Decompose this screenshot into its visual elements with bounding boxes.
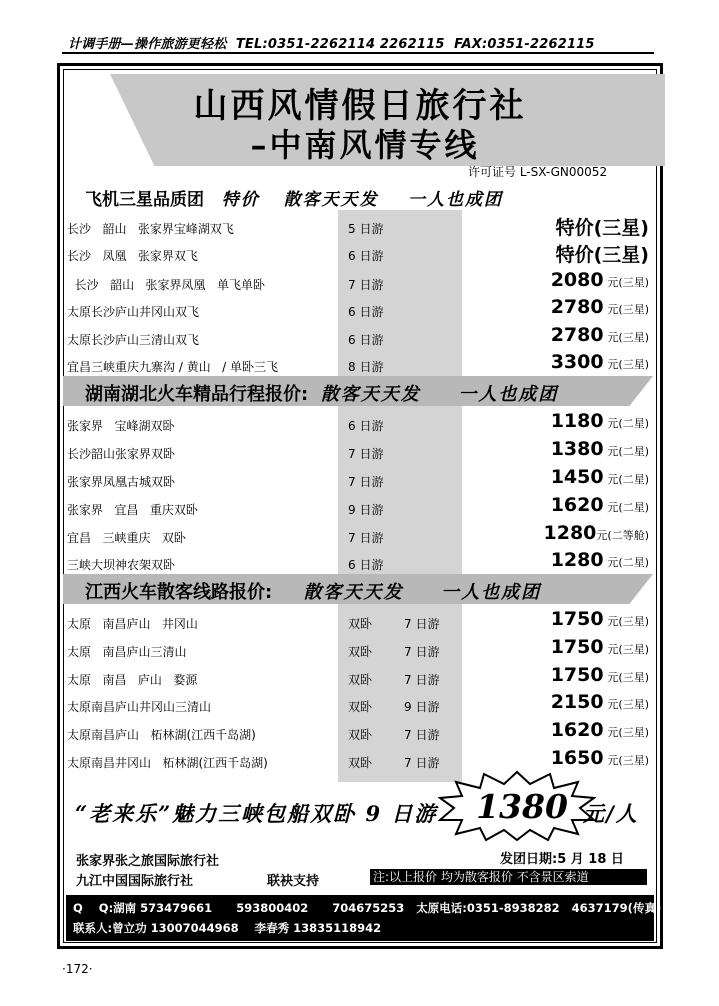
air-slogan-single: 一人也成团 — [408, 190, 504, 210]
hunan-tour-row — [67, 466, 653, 493]
tour-days: 9 日游 — [348, 503, 384, 517]
jiangxi-tour-row — [67, 719, 653, 746]
price-unit: 元(二星) — [607, 556, 649, 569]
tour-price: 1650 — [550, 747, 604, 769]
tour-days: 7 日游 — [404, 756, 440, 770]
hunan-tour-row — [67, 494, 653, 521]
hunan-tour-row — [67, 522, 653, 549]
price-unit: 元(三星) — [607, 303, 649, 316]
joint-support: 联袂支持 — [267, 874, 320, 889]
tour-price: 特价(三星) — [555, 244, 649, 266]
tour-price: 1620 — [550, 719, 604, 741]
hunan-tour-row — [67, 410, 653, 437]
tour-days: 9 日游 — [404, 700, 440, 714]
tour-days: 6 日游 — [348, 249, 384, 263]
price-unit: 元(三星) — [607, 671, 649, 684]
page-number: ·172· — [62, 962, 93, 976]
tour-transport: 双卧 — [348, 617, 373, 631]
tour-route: 长沙 韶山 张家界宝峰湖双飞 — [67, 222, 234, 236]
tour-price: 3300 — [550, 351, 604, 373]
header-rule — [62, 52, 654, 54]
air-tour-row — [67, 269, 653, 296]
price-note: 注:以上报价 均为散客报价 不含景区索道 — [370, 869, 647, 885]
license-number: 许可证号 L-SX-GN00052 — [468, 165, 608, 179]
price-unit: 元(三星) — [607, 358, 649, 371]
page-header — [68, 33, 652, 52]
tour-days: 7 日游 — [348, 278, 384, 292]
air-tour-row — [67, 240, 653, 267]
price-unit: 元(三星) — [607, 698, 649, 711]
tour-days: 6 日游 — [348, 419, 384, 433]
tour-days: 7 日游 — [404, 617, 440, 631]
jiangxi-tour-row — [67, 608, 653, 635]
tour-route: 太原南昌庐山井冈山三清山 — [67, 700, 212, 714]
tour-route: 太原南昌井冈山 柘林湖(江西千岛湖) — [67, 756, 268, 770]
jiangxi-slogan-daily: 散客天天发 — [303, 582, 404, 603]
price-unit: 元(三星) — [607, 331, 649, 344]
tour-days: 7 日游 — [404, 645, 440, 659]
tour-days: 7 日游 — [404, 673, 440, 687]
tour-route: 太原 南昌 庐山 婺源 — [67, 673, 198, 687]
tour-price: 1380 — [550, 438, 604, 460]
tour-transport: 双卧 — [348, 756, 373, 770]
hunan-section-headline — [85, 380, 558, 406]
tour-route: 张家界 宜昌 重庆双卧 — [67, 503, 198, 517]
contact-qq-phone: Q Q:湖南 573479661 593800402 704675253 太原电话:0351-8938282 4637179(传真) — [73, 901, 662, 915]
tour-route: 长沙 韶山 张家界凤凰 单飞单卧 — [67, 278, 265, 292]
air-tour-row — [67, 213, 653, 240]
tour-route: 太原 南昌庐山三清山 — [67, 645, 187, 659]
header-phone: TEL:0351-2262114 2262115 — [235, 37, 445, 52]
air-special: 特价 — [221, 190, 260, 210]
price-unit: 元(三星) — [607, 276, 649, 289]
jiangxi-slogan-single: 一人也成团 — [441, 582, 542, 603]
tour-route: 宜昌三峡重庆九寨沟 / 黄山 / 单卧三飞 — [67, 360, 278, 374]
hunan-tour-row — [67, 549, 653, 576]
air-slogan-daily: 散客天天发 — [283, 190, 379, 210]
tour-days: 7 日游 — [404, 728, 440, 742]
tour-days: 7 日游 — [348, 447, 384, 461]
jiangxi-tour-row — [67, 636, 653, 663]
tour-route: 太原长沙庐山三清山双飞 — [67, 333, 200, 347]
tour-price: 特价(三星) — [555, 217, 649, 239]
tour-price: 1750 — [550, 636, 604, 658]
hunan-headline-text: 湖南湖北火车精品行程报价: — [85, 384, 309, 405]
contact-bar — [66, 895, 662, 941]
promo-headline: “老来乐”魅力三峡包船双卧 9 日游 — [75, 801, 438, 826]
tour-transport: 双卧 — [348, 645, 373, 659]
tour-transport: 双卧 — [348, 700, 373, 714]
tour-days: 6 日游 — [348, 305, 384, 319]
jiangxi-tour-row — [67, 664, 653, 691]
price-unit: 元(二等舱) — [596, 529, 649, 542]
price-unit: 元(三星) — [607, 643, 649, 656]
promo-price: 1380 — [476, 787, 568, 826]
tour-route: 张家界凤凰古城双卧 — [67, 475, 176, 489]
header-fax: FAX:0351-2262115 — [454, 37, 595, 52]
tour-days: 8 日游 — [348, 360, 384, 374]
tour-price: 2080 — [550, 269, 604, 291]
jiangxi-section-headline — [85, 578, 541, 604]
tour-route: 太原 南昌庐山 井冈山 — [67, 617, 198, 631]
tour-transport: 双卧 — [348, 728, 373, 742]
tour-days: 6 日游 — [348, 558, 384, 572]
tour-days: 6 日游 — [348, 333, 384, 347]
jiangxi-headline-text: 江西火车散客线路报价: — [85, 582, 273, 603]
tour-route: 三峡大坝神农架双卧 — [67, 558, 176, 572]
tour-price: 1450 — [550, 466, 604, 488]
price-unit: 元(三星) — [607, 615, 649, 628]
tour-days: 7 日游 — [348, 475, 384, 489]
hunan-tour-row — [67, 438, 653, 465]
tour-route: 长沙 凤凰 张家界双飞 — [67, 249, 198, 263]
jiangxi-tour-row — [67, 691, 653, 718]
tour-price: 1620 — [550, 494, 604, 516]
hunan-slogan-daily: 散客天天发 — [320, 384, 421, 405]
tour-price: 1280 — [543, 522, 597, 544]
air-tour-row — [67, 324, 653, 351]
tour-days: 7 日游 — [348, 531, 384, 545]
price-unit: 元(二星) — [607, 417, 649, 430]
header-tagline: 计调手册—操作旅游更轻松 — [68, 37, 227, 52]
contact-persons: 联系人:曾立功 13007044968 李春秀 13835118942 — [73, 921, 382, 935]
tour-route: 长沙韶山张家界双卧 — [67, 447, 176, 461]
tour-route: 宜昌 三峡重庆 双卧 — [67, 531, 186, 545]
price-unit: 元(二星) — [607, 445, 649, 458]
hunan-slogan-single: 一人也成团 — [458, 384, 559, 405]
tour-transport: 双卧 — [348, 673, 373, 687]
agency-jiujiang: 九江中国国际旅行社 — [76, 874, 194, 889]
price-unit: 元(二星) — [607, 501, 649, 514]
tour-route: 太原长沙庐山井冈山双飞 — [67, 305, 200, 319]
departure-date: 发团日期:5 月 18 日 — [500, 852, 624, 867]
tour-price: 1180 — [550, 410, 604, 432]
air-tour-row — [67, 296, 653, 323]
tour-price: 2780 — [550, 296, 604, 318]
agency-title: 山西风情假日旅行社 — [193, 86, 527, 126]
tour-price: 2150 — [550, 691, 604, 713]
tour-route: 太原南昌庐山 柘林湖(江西千岛湖) — [67, 728, 256, 742]
tour-price: 1280 — [550, 549, 604, 571]
promo-unit: 元/人 — [583, 801, 639, 826]
agency-zhangjiajie: 张家界张之旅国际旅行社 — [76, 854, 220, 869]
air-headline-text: 飞机三星品质团 — [85, 190, 204, 210]
tour-price: 1750 — [550, 608, 604, 630]
price-unit: 元(三星) — [607, 726, 649, 739]
tour-price: 2780 — [550, 324, 604, 346]
line-subtitle: –中南风情专线 — [250, 126, 480, 164]
price-unit: 元(三星) — [607, 754, 649, 767]
air-section-headline — [85, 185, 503, 210]
tour-price: 1750 — [550, 664, 604, 686]
tour-route: 张家界 宝峰湖双卧 — [67, 419, 175, 433]
price-unit: 元(二星) — [607, 473, 649, 486]
tour-days: 5 日游 — [348, 222, 384, 236]
air-tour-row — [67, 351, 653, 378]
